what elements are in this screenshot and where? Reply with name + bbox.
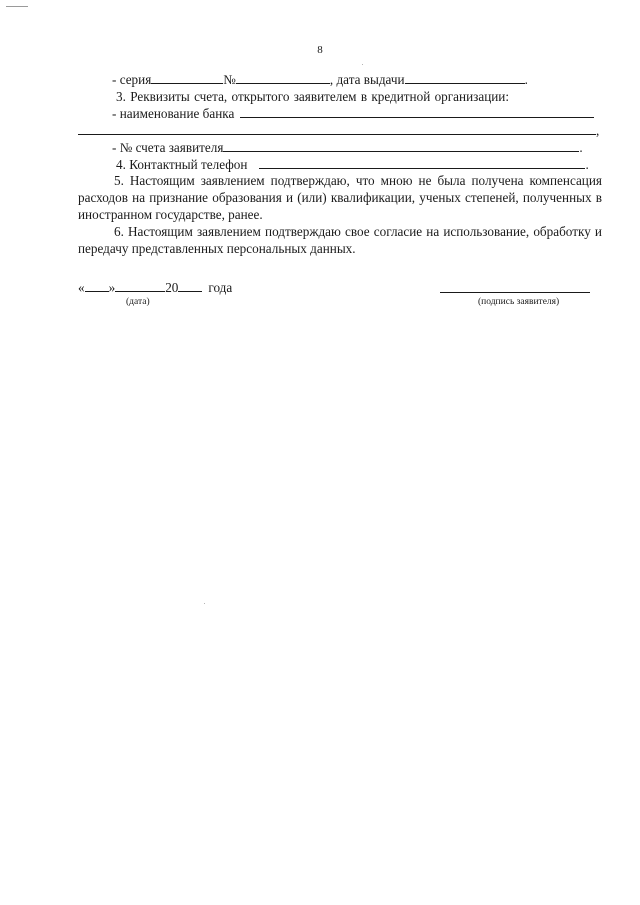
issue-date-blank (405, 72, 525, 84)
contact-phone-blank (259, 157, 585, 169)
year-suffix: года (208, 280, 233, 295)
year-prefix: 20 (165, 280, 179, 295)
month-blank (115, 280, 165, 292)
bank-name-label: - наименование банка (112, 106, 235, 121)
account-number-line (112, 140, 583, 156)
line-end-period: . (524, 72, 528, 87)
series-blank (151, 72, 223, 84)
passport-series-line (112, 72, 528, 88)
paragraph-5: 5. Настоящим заявлением подтверждаю, что мною не была получена компенсация расходов на признание образования и (или) квалификации, ученых степеней, полученных в иностранном государстве, ранее. (78, 173, 602, 222)
signature-blank (440, 292, 590, 293)
paragraph-6: 6. Настоящим заявлением подтверждаю свое согласие на использование, обработку и передачу представленных персональных данных. (78, 224, 602, 256)
account-number-period: . (579, 140, 583, 155)
bank-name-continuation-blank (78, 123, 596, 135)
year-blank (178, 280, 202, 292)
bank-name-comma: , (596, 123, 600, 138)
account-number-label: - № счета заявителя (112, 140, 224, 155)
contact-phone-line (116, 157, 589, 173)
issue-date-label: , дата выдачи (329, 72, 405, 87)
number-sign: № (223, 72, 236, 87)
bank-name-continuation-line (78, 123, 599, 139)
scan-speck (204, 603, 205, 604)
contact-phone-label: 4. Контактный телефон (116, 157, 248, 172)
page-number: 8 (317, 44, 323, 56)
series-label: - серия (112, 72, 152, 87)
account-number-blank (223, 140, 579, 152)
signature-caption: (подпись заявителя) (478, 297, 560, 307)
day-blank (85, 280, 109, 292)
corner-scan-mark (6, 6, 28, 7)
contact-phone-period: . (585, 157, 589, 172)
bank-name-line (112, 106, 594, 122)
number-blank (236, 72, 330, 84)
bank-name-blank (240, 106, 594, 118)
date-quote-open: « (78, 280, 85, 295)
date-quote-close: » (108, 280, 116, 295)
date-caption: (дата) (126, 297, 150, 307)
date-line (78, 280, 232, 296)
account-details-heading: 3. Реквизиты счета, открытого заявителем в кредитной организации: (116, 89, 510, 104)
scan-speck (362, 64, 363, 65)
